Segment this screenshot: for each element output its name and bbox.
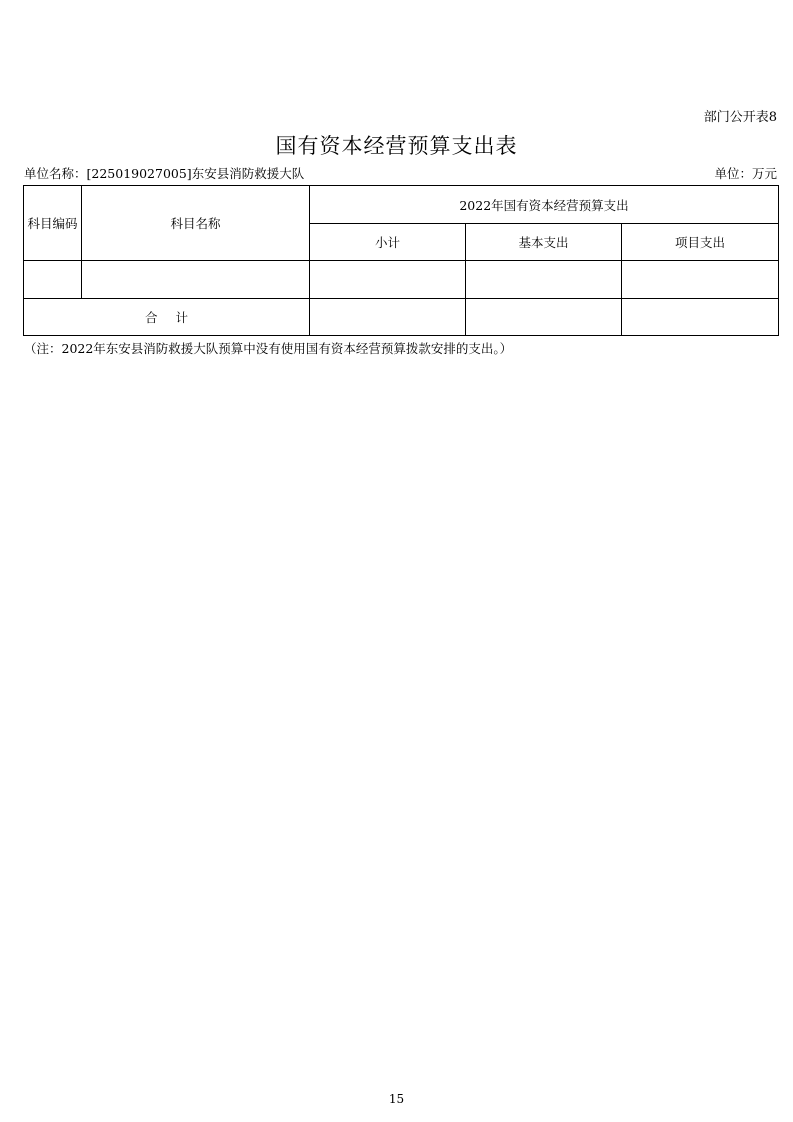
total-label: 合计 [24,299,310,336]
header-subject-name: 科目名称 [82,186,310,261]
table-header-row [24,186,779,224]
header-subject-code: 科目编码 [24,186,82,261]
unit-name: 单位名称：[225019027005]东安县消防救援大队 [24,166,305,181]
cell-code [24,261,82,299]
document-title: 国有资本经营预算支出表 [275,134,518,158]
cell-name [82,261,310,299]
cell-project [622,261,779,299]
header-basic-expenditure: 基本支出 [466,224,622,261]
page-number: 15 [388,1092,405,1106]
cell-subtotal [310,261,466,299]
currency-unit: 单位：万元 [714,166,777,181]
table-total-row [24,299,779,336]
budget-table [23,185,779,336]
header-project-expenditure: 项目支出 [622,224,779,261]
cell-basic [466,261,622,299]
total-project [622,299,779,336]
header-budget-group: 2022年国有资本经营预算支出 [310,186,779,224]
table-row [24,261,779,299]
total-basic [466,299,622,336]
form-number: 部门公开表8 [703,110,777,125]
total-subtotal [310,299,466,336]
footnote: （注：2022年东安县消防救援大队预算中没有使用国有资本经营预算拨款安排的支出。） [24,341,513,356]
header-subtotal: 小计 [310,224,466,261]
